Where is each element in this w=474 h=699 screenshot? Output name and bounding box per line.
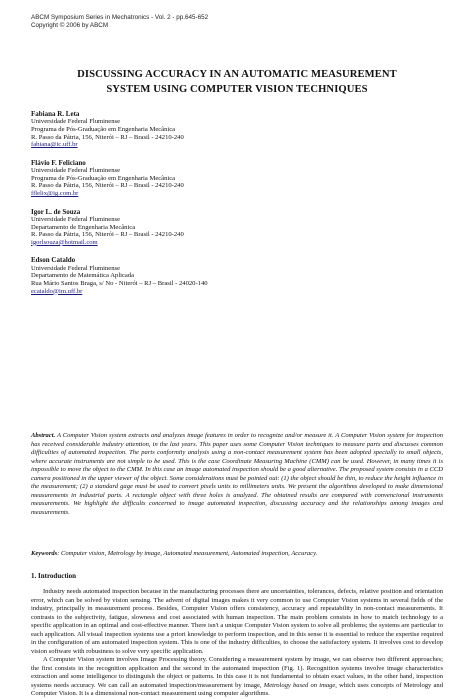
running-header [31, 14, 208, 30]
author-email-link[interactable]: fflelix@ig.com.br [31, 189, 79, 197]
author-affiliation: Universidade Federal Fluminense [31, 167, 120, 175]
author-list [31, 110, 331, 305]
keywords-text: : Computer vision, Metrology by image, Automated measurement, Automated inspection, Accuracy. [57, 550, 318, 557]
author-affiliation: Universidade Federal Fluminense [31, 215, 120, 223]
author-address: R. Passo da Pátria, 156, Niterói – RJ – Brasil - 24210-240 [31, 182, 184, 190]
section-heading: 1. Introduction [31, 572, 76, 580]
author-address: R. Passo da Pátria, 156, Niterói – RJ – Brasil - 24210-240 [31, 133, 184, 141]
abstract-text: A Computer Vision system extracts and analyzes image features in order to recognize and/or measure it. A Computer Vision system for inspection has received considerable industry attention, in the last years. This paper uses some Computer Vision techniques to measure parts and discusses common difficulties of automated inspection. The parts conformity analysis using a non-contact measurement system has been adopted specially to small objects, where accurate instruments are not simple to be used. This is the case Coordinate Measuring Machine (CMM) can be used. However, in many times it is impossible to move the object to the CMM. In this case an image automated inspection should be a good alternative. The proposed system consists in a CCD camera positioned in the upper viewer of the object. Some considerations must be pointed out: (1) the object should be thin, to reduce the height influence in the measurement; (2) a standard gage must be used to convert pixels units to millimeters units. We present the algorithms developed to make dimensional measurements in industrial parts. A rectangle object with three holes is analyzed. The obtained results are compared with convencional instruments measurements. We highlight the difficults concerned to image automated inspection, discussing accuracy and the relationships among images and measurements. [31, 432, 443, 516]
author-email-link[interactable]: igorlsouza@hotmail.com [31, 238, 98, 246]
header-series-line: ABCM Symposium Series in Mechatronics - Vol. 2 - pp.645-652 [31, 14, 209, 21]
introduction-body [31, 588, 443, 699]
author-address: R. Passo da Pátria, 156, Niterói – RJ – Brasil - 24210-240 [31, 231, 184, 239]
author-block [31, 208, 331, 247]
intro-paragraph-2-text-b: , which uses concepts of Metrology and Computer Vision. It is a dimensional non-contact measurement using computer algorithms. [31, 681, 443, 697]
author-email-link[interactable]: fabiana@ic.uff.br [31, 141, 78, 149]
author-department: Departamento de Engenharia Mecânica [31, 223, 136, 231]
keywords [31, 550, 443, 559]
intro-paragraph-2 [31, 656, 443, 699]
author-name: Edson Cataldo [31, 256, 76, 265]
author-program: Programa de Pós-Graduação em Engenharia Mecânica [31, 126, 176, 133]
keywords-label: Keywords [31, 550, 58, 557]
author-name: Fabiana R. Leta [31, 110, 80, 118]
intro-paragraph-1: Industry needs automated inspection because in the manufacturing processes there are uncertainties, tolerances, defects, relative position and orientation error, which can be solved by vision sensing. The advent of digital images makes it very common to use Computer Vision systems in several fields of the industry, principally in measurement process. Besides, Computer Vision offers consistency, accuracy and repeatability in non-contact measurements. It contrasts to the subjectivity, fatigue, slowness and cost associated with human inspection. The main problem consists in how to match technology to a specific application in an optimal and cost-effective manner. There isn't a unique Computer Vision system to solve all problems; the systems are particular to each application. All visual inspection systems use a priori knowledge to perform inspection, and in this sense it is essential to reduce the expertise required in the configuration of am automated inspection system. This is one of the industry difficulties, to choose the satisfactory system. It involves cost to develop vision software with robustness to solve very specific application. [31, 588, 443, 655]
intro-paragraph-2-text-a: A Computer Vision system involves Image Processing theory. Considering a measurement system by image, we can observe two different approaches; the first consists in the recognition application and the second in the automated inspection (Fig. 1). Recognition systems involve image characteristics extraction and some intelligence to distinguish the object or patterns. In this case it is not fundamental to obtain exact values, in the other hand, inspection systems needs accuracy. We can call an automated inspection/measurement by image, [31, 656, 443, 689]
author-email-link[interactable]: ecataldo@im.uff.br [31, 287, 83, 295]
author-program: Programa de Pós-Graduação em Engenharia Mecânica [31, 174, 176, 182]
abstract [31, 432, 443, 517]
author-block [31, 256, 331, 295]
paper-title-line-1: DISCUSSING ACCURACY IN AN AUTOMATIC MEASUREMENT [77, 69, 397, 80]
intro-paragraph-2-italic: Metrology based on image [263, 681, 336, 689]
abstract-label: Abstract. [31, 432, 56, 439]
paper-title [30, 68, 444, 97]
author-name: Flávio F. Feliciano [31, 158, 86, 167]
author-department: Departamento de Matemática Aplicada [31, 272, 135, 280]
author-affiliation: Universidade Federal Fluminense [31, 264, 120, 272]
author-name: Igor L. de Souza [31, 207, 81, 216]
paper-title-line-2: SYSTEM USING COMPUTER VISION TECHNIQUES [106, 83, 368, 95]
author-block [31, 159, 331, 198]
author-address: Rua Mário Santos Braga, s/ No - Niterói – RJ – Brasil - 24020-140 [31, 279, 208, 287]
header-copyright-line: Copyright © 2006 by ABCM [31, 22, 109, 29]
author-block [31, 110, 331, 149]
author-affiliation: Universidade Federal Fluminense [31, 118, 120, 126]
